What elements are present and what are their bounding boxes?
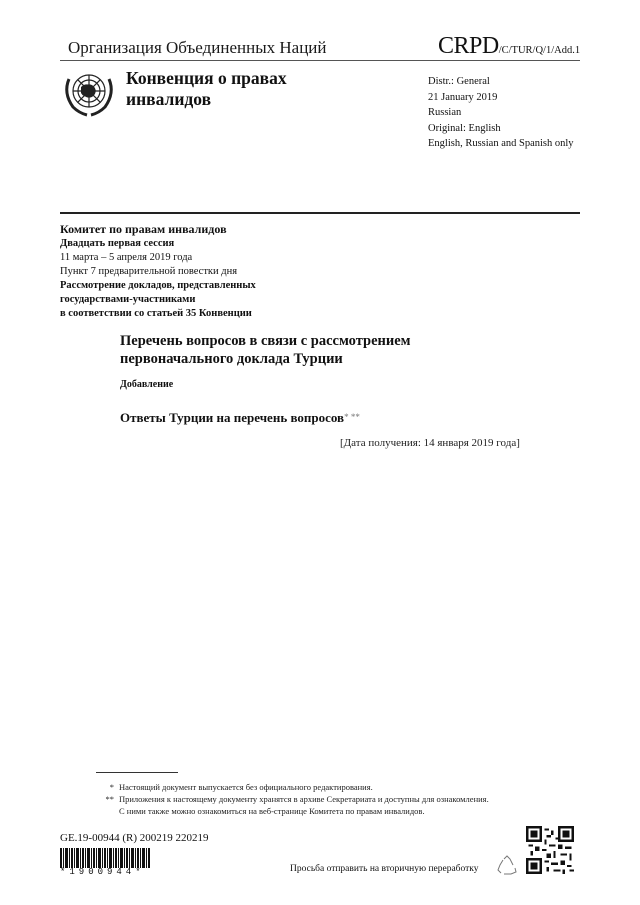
footnote-mark: * <box>109 782 114 792</box>
symbol-suffix: /C/TUR/Q/1/Add.1 <box>498 45 581 56</box>
recycle-icon <box>496 855 518 877</box>
barcode-number: *1900944* <box>60 867 145 877</box>
convention-title-line2: инвалидов <box>126 89 212 109</box>
footnote-2 <box>96 793 496 817</box>
document-symbol <box>438 33 580 60</box>
footnote-mark: ** <box>105 794 114 804</box>
agenda-item: Пункт 7 предварительной повестки дня <box>60 266 238 277</box>
committee-block <box>60 222 256 321</box>
document-title-line2: первоначального доклада Турции <box>120 351 343 367</box>
footnote-text: Приложения к настоящему документу хранятся в архиве Секретариата и доступны для ознакомления. С ними также можно ознакомиться на веб-странице Комитета по правам инвалидов. <box>119 794 489 816</box>
recycle-text: Просьба отправить на вторичную переработку <box>290 864 479 874</box>
agenda-line-3: в соответствии со статьей 35 Конвенции <box>60 308 252 319</box>
committee-name: Комитет по правам инвалидов <box>60 222 227 236</box>
header-rule <box>60 60 580 61</box>
distr-date: 21 January 2019 <box>428 91 498 103</box>
un-emblem-icon <box>60 67 118 117</box>
document-title <box>120 332 411 368</box>
replies-text: Ответы Турции на перечень вопросов <box>120 410 345 425</box>
footnote-rule <box>96 772 178 773</box>
organization-name: Организация Объединенных Наций <box>68 38 327 57</box>
section-rule <box>60 212 580 214</box>
barcode-icon <box>60 848 150 868</box>
distr-general: Distr.: General <box>428 76 490 87</box>
session-dates: 11 марта – 5 апреля 2019 года <box>60 252 193 263</box>
replies-heading <box>120 410 360 426</box>
qr-code-icon <box>526 826 574 874</box>
footnote-1 <box>96 781 496 793</box>
convention-title <box>126 68 287 110</box>
convention-title-line1: Конвенция о правах <box>126 68 287 88</box>
distr-original: Original: English <box>428 122 501 134</box>
agenda-line-1: Рассмотрение докладов, представленных <box>60 280 256 291</box>
footnote-text: Настоящий документ выпускается без официального редактирования. <box>119 782 373 792</box>
addendum-label: Добавление <box>120 379 174 390</box>
distr-language: Russian <box>428 107 462 118</box>
job-number: GE.19-00944 (R) 200219 220219 <box>60 832 209 844</box>
distribution-block <box>428 74 574 152</box>
footnote-marks: * ** <box>344 412 360 422</box>
document-title-line1: Перечень вопросов в связи с рассмотрением <box>120 333 411 349</box>
distr-languages-only: English, Russian and Spanish only <box>428 138 574 149</box>
footnotes <box>96 781 496 817</box>
date-received: [Дата получения: 14 января 2019 года] <box>340 437 520 449</box>
symbol-main: CRPD <box>438 33 499 59</box>
agenda-line-2: государствами-участниками <box>60 294 196 305</box>
session: Двадцать первая сессия <box>60 238 175 249</box>
